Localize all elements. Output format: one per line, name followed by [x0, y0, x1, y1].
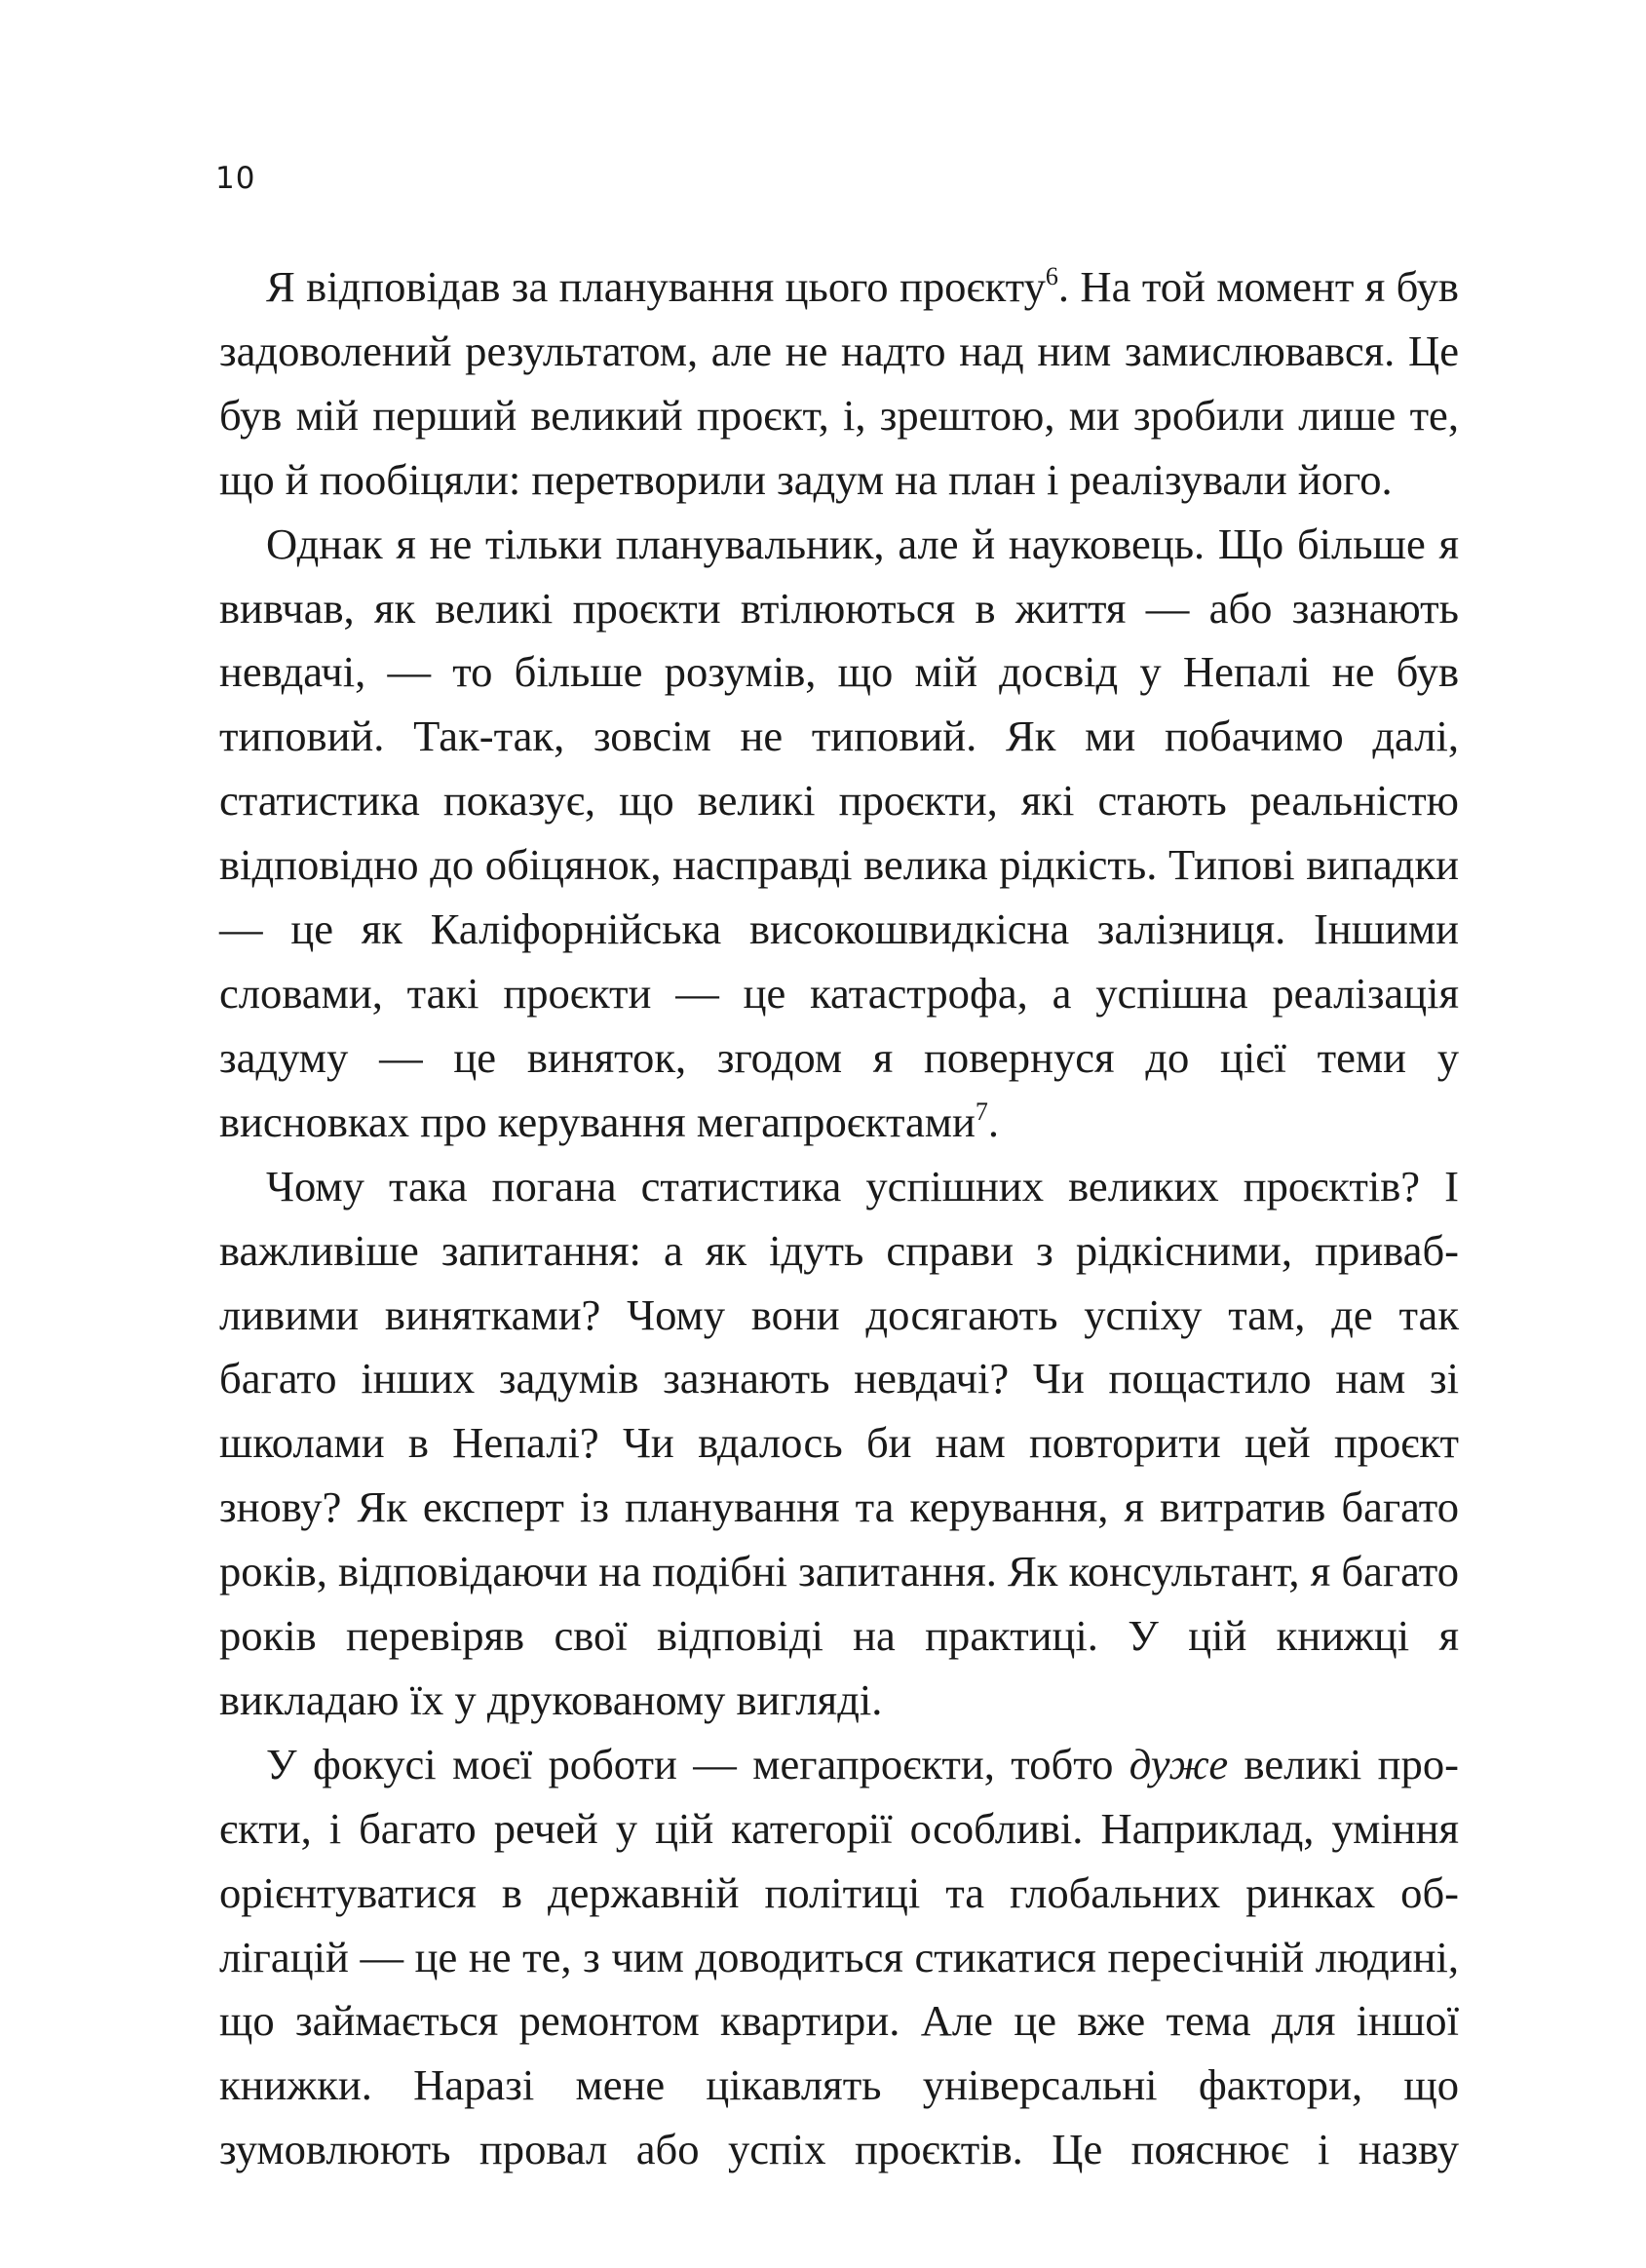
paragraph-2: [219, 513, 1459, 1155]
paragraph-2-text-start: Однак я не тільки планувальник, але й науковець. Що більше я вивчав, як великі проєкти втілюються в життя — або зазнають невдачі, — то більше розумів, що мій досвід у Непалі не був типовий. Так-так, зовсім не типовий. Як ми побачимо далі, статистика показує, що великі проєкти, які стають реальністю відповідно до обіцянок, насправді велика рідкість. Типові випадки — це як Каліфорнійська високошвидкісна залізниця. Іншими словами, такі проєкти — це катастрофа, а успішна реалізація задуму — це виняток, згодом я повернуся до цієї теми у висновках про керування мегапроєктами: [219, 519, 1459, 1146]
paragraph-3: Чому така погана статистика успішних великих проєктів? І важливіше запитання: а як ідуть справи з рідкісними, привабливими винятками? Чому вони досягають успіху там, де так багато інших задумів зазнають невдачі? Чи пощастило нам зі школами в Непалі? Чи вдалось би нам повторити цей проєкт знову? Як експерт із планування та керування, я витратив багато років, відповідаючи на подібні запитання. Як консультант, я багато років перевіряв свої відповіді на практиці. У цій книжці я викладаю їх у друкованому вигляді.: [219, 1161, 1459, 1724]
footnote-ref-6: 6: [1045, 262, 1058, 290]
paragraph-4: [219, 1733, 1459, 2182]
emphasis-word: дуже: [1129, 1739, 1229, 1788]
paragraph-1-text-end: . На той момент я був задоволений результатом, але не надто над ним замислювався. Це був мій перший великий проєкт, і, зрештою, ми зробили лише те, що й пообіцяли: перетворили задум на план і реалізували його.: [219, 262, 1459, 504]
paragraph-1-text-start: Я відповідав за планування цього проєкту: [266, 262, 1046, 311]
paragraph-4-text-start: У фокусі моєї роботи — мегапроєкти, тобто: [266, 1739, 1129, 1788]
paragraph-2-text-end: .: [987, 1096, 1000, 1146]
footnote-ref-7: 7: [975, 1096, 988, 1126]
paragraph-4-text-end: великі проєкти, і багато речей у цій категорії особливі. Наприклад, уміння орієнтуватися в державній політиці та глобальних ринках облігацій — це не те, з чим доводиться стикатися пересічній людині, що займається ремонтом квартири. Але це вже тема для іншої книжки. Наразі мене цікавлять універсальні фактори, що зумовлюють провал або успіх проєктів. Це пояснює і назву: [219, 1739, 1459, 2174]
body-text: [219, 255, 1459, 2182]
paragraph-1: [219, 255, 1459, 513]
page-number: 10: [215, 161, 256, 196]
